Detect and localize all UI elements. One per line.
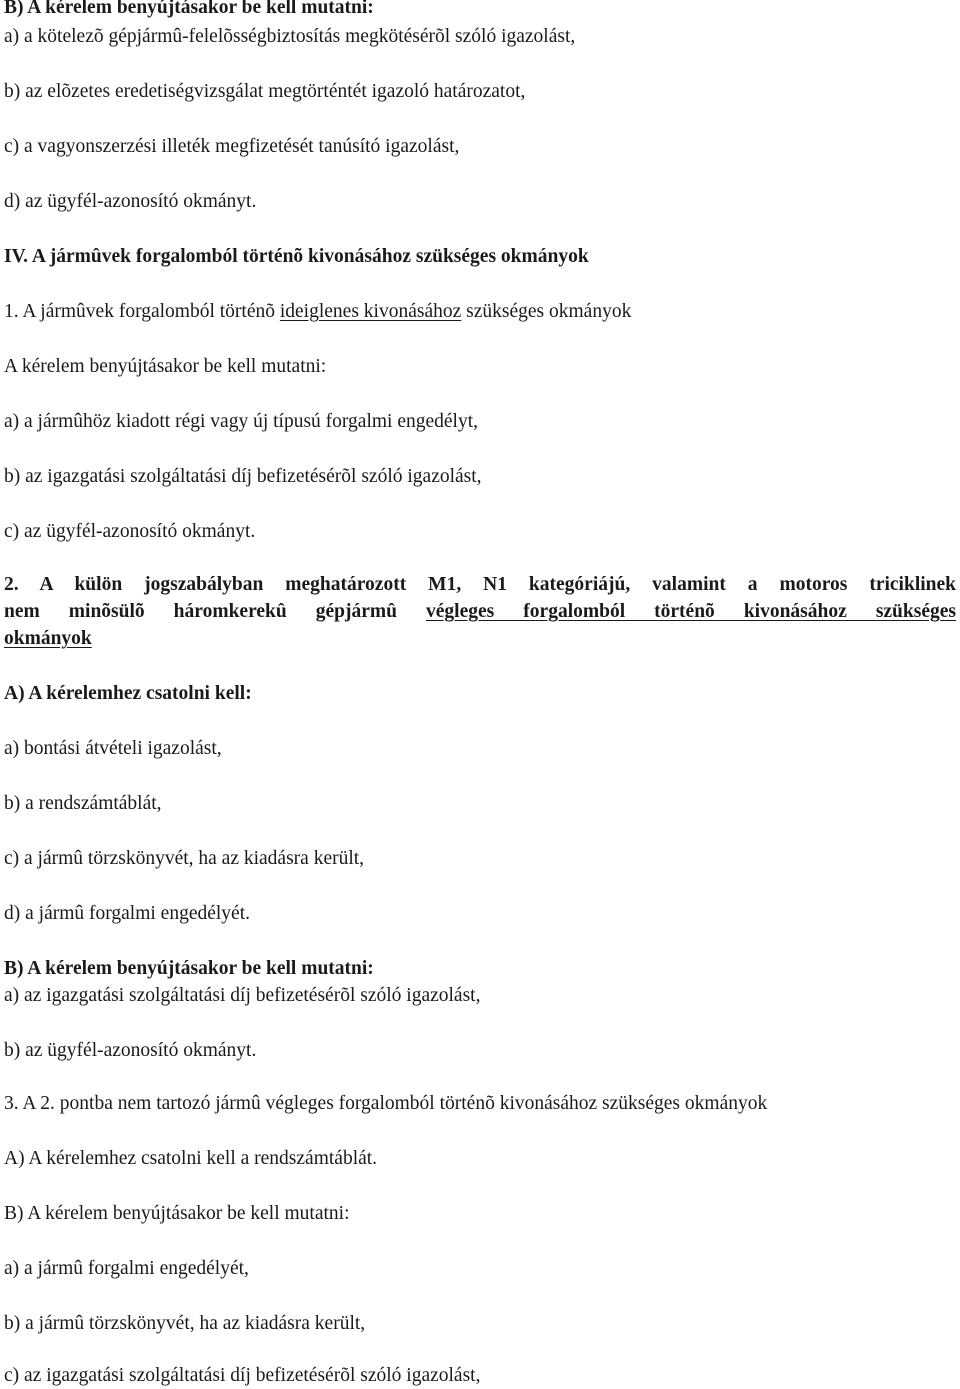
list-item: a) az igazgatási szolgáltatási díj befizetésérõl szóló igazolást, xyxy=(4,985,481,1006)
list-item: c) az igazgatási szolgáltatási díj befizetésérõl szóló igazolást, xyxy=(4,1365,481,1386)
chapter-heading-iv: IV. A jármûvek forgalomból történõ kivonásához szükséges okmányok xyxy=(4,246,589,267)
subsection-heading-1-prefix: 1. A jármûvek forgalomból történõ xyxy=(4,301,280,322)
section-heading-a: A) A kérelemhez csatolni kell: xyxy=(4,683,252,704)
list-item: d) a jármû forgalmi engedélyét. xyxy=(4,903,251,924)
list-item: a) a jármûhöz kiadott régi vagy új típusú forgalmi engedélyt, xyxy=(4,411,479,432)
paragraph: A kérelem benyújtásakor be kell mutatni: xyxy=(4,356,327,377)
subsection-heading-2-prefix: nem minõsülõ háromkerekû gépjármû xyxy=(4,601,427,622)
list-item: b) a jármû törzskönyvét, ha az kiadásra került, xyxy=(4,1313,366,1334)
list-item: a) a jármû forgalmi engedélyét, xyxy=(4,1258,249,1279)
list-item: b) a rendszámtáblát, xyxy=(4,793,162,814)
subsection-heading-3: 3. A 2. pontba nem tartozó jármû végleges forgalomból történõ kivonásához szükséges okmányok xyxy=(4,1093,768,1114)
subsection-heading-2-line-3: okmányok xyxy=(4,628,92,649)
list-item: d) az ügyfél-azonosító okmányt. xyxy=(4,191,257,212)
subsection-heading-2-line-1: 2. A külön jogszabályban meghatározott M1, N1 kategóriájú, valamint a motoros triciklinek xyxy=(4,574,956,595)
list-item: b) az igazgatási szolgáltatási díj befizetésérõl szóló igazolást, xyxy=(4,466,482,487)
list-item: c) a jármû törzskönyvét, ha az kiadásra került, xyxy=(4,848,365,869)
subsection-heading-1-underlined: ideiglenes kivonásához xyxy=(279,301,462,322)
subsection-heading-1-suffix: szükséges okmányok xyxy=(461,301,632,322)
section-heading-b: B) A kérelem benyújtásakor be kell mutatni: xyxy=(4,0,374,18)
list-item: c) az ügyfél-azonosító okmányt. xyxy=(4,521,256,542)
list-item: c) a vagyonszerzési illeték megfizetését tanúsító igazolást, xyxy=(4,136,460,157)
section-heading-b: B) A kérelem benyújtásakor be kell mutatni: xyxy=(4,958,374,979)
subsection-heading-2-line-2 xyxy=(4,598,956,625)
list-item: b) az elõzetes eredetiségvizsgálat megtörténtét igazoló határozatot, xyxy=(4,81,526,102)
list-item: a) bontási átvételi igazolást, xyxy=(4,738,222,759)
subsection-heading-2-underlined: végleges forgalomból történõ kivonásához szükséges xyxy=(426,601,956,622)
paragraph: A) A kérelemhez csatolni kell a rendszámtáblát. xyxy=(4,1148,378,1169)
paragraph: B) A kérelem benyújtásakor be kell mutatni: xyxy=(4,1203,350,1224)
subsection-heading-1 xyxy=(4,298,631,325)
list-item: b) az ügyfél-azonosító okmányt. xyxy=(4,1040,257,1061)
list-item: a) a kötelezõ gépjármû-felelõsségbiztosítás megkötésérõl szóló igazolást, xyxy=(4,26,576,47)
